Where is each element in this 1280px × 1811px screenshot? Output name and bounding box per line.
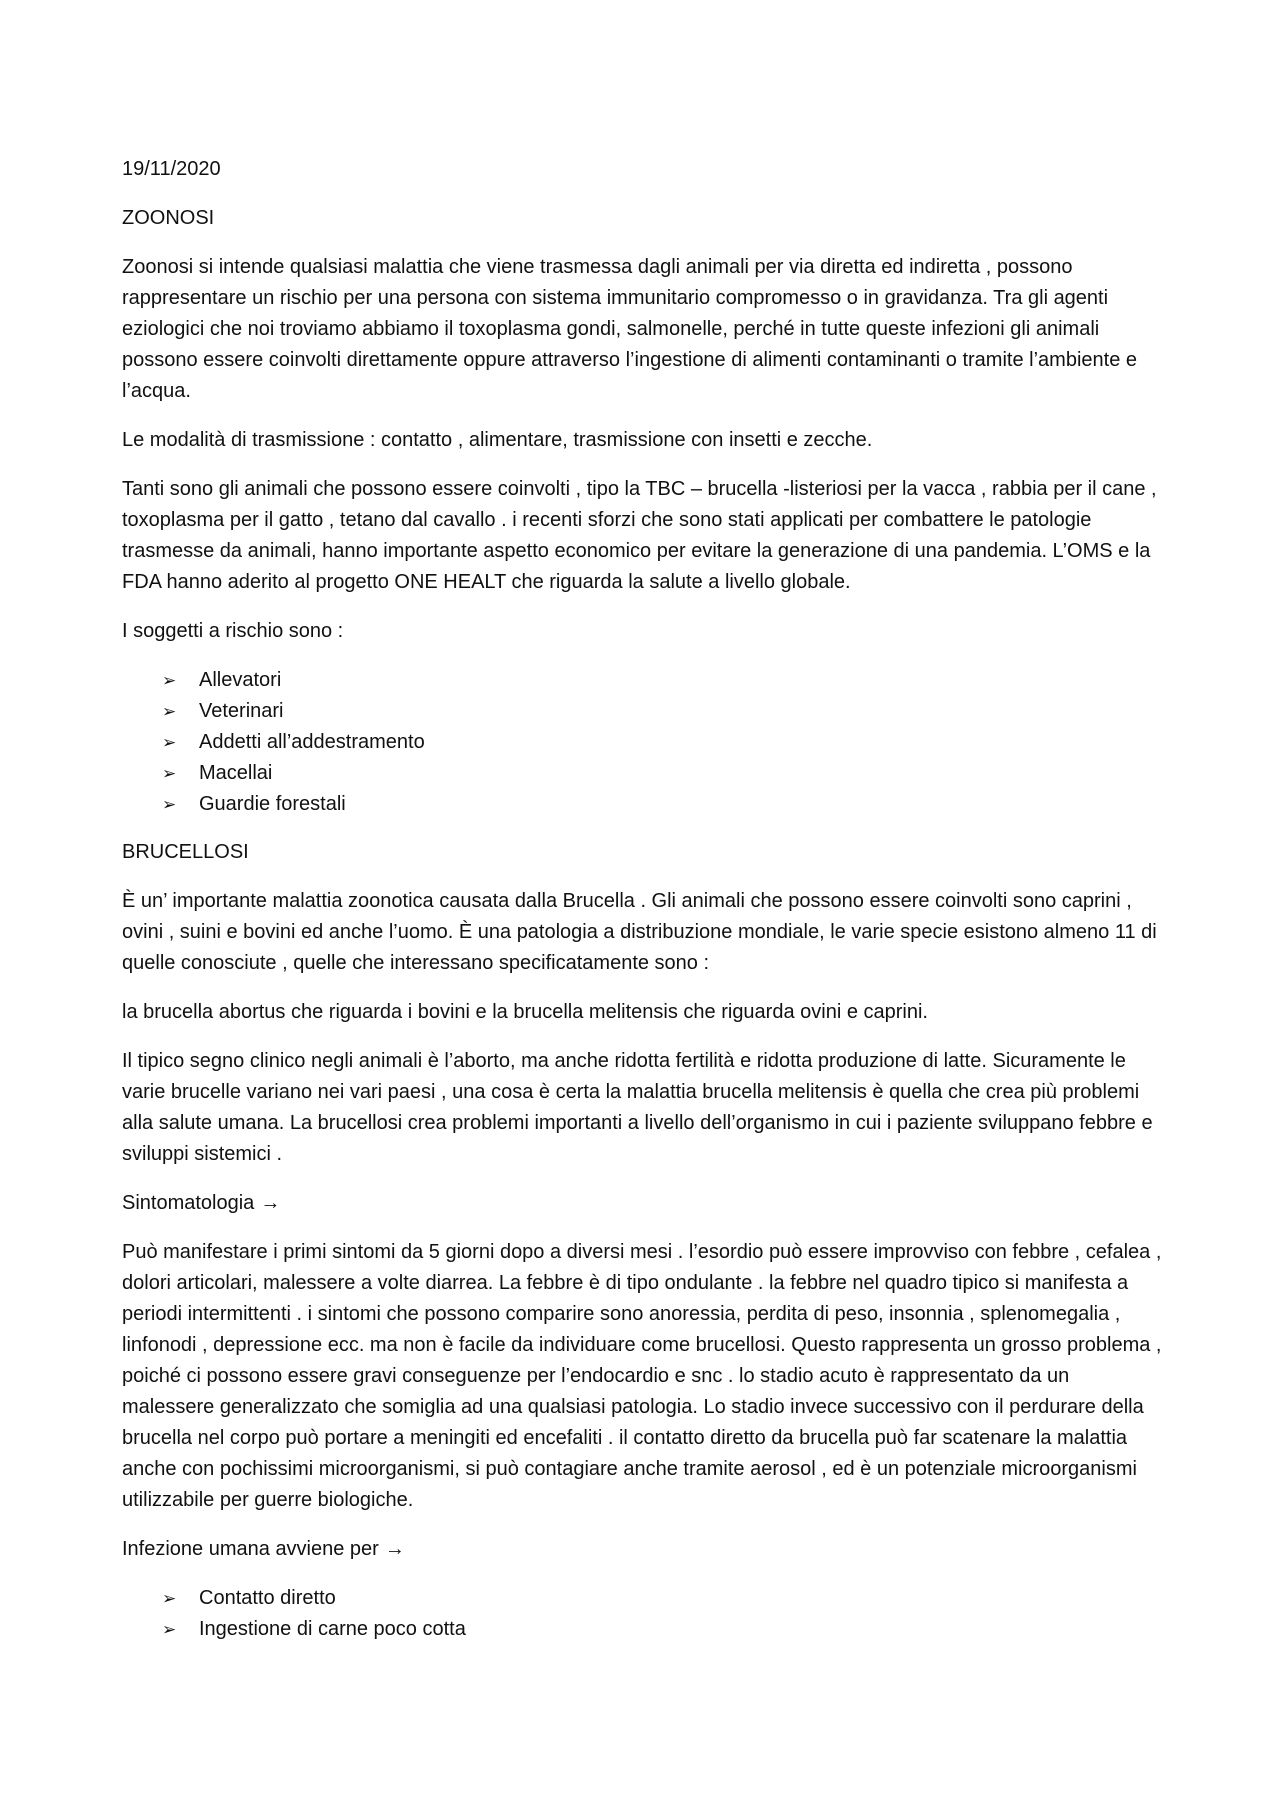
- sintomatologia-label-line: [122, 1188, 1163, 1219]
- arrowhead-bullet-icon: ➢: [162, 671, 177, 690]
- right-arrow-icon: →: [260, 1192, 281, 1214]
- arrowhead-bullet-icon: ➢: [162, 1589, 177, 1608]
- paragraph-risk-intro: I soggetti a rischio sono :: [122, 620, 344, 642]
- heading-brucellosi: BRUCELLOSI: [122, 841, 249, 863]
- paragraph-clinical-signs: Il tipico segno clinico negli animali è l’aborto, ma anche ridotta fertilità e ridotta produzione di latte. Sicuramente le varie brucelle variano nei vari paesi , una cosa è certa la malattia brucella melitensis è quella che crea più problemi alla salute umana. La brucellosi crea problemi importanti a livello dell’organismo in cui i paziente sviluppano febbre e sviluppi sistemici .: [122, 1050, 1153, 1165]
- paragraph-brucella-species: la brucella abortus che riguarda i bovini e la brucella melitensis che riguarda ovini e caprini.: [122, 1001, 928, 1023]
- arrowhead-bullet-icon: ➢: [162, 702, 177, 721]
- list-item: ➢ Allevatori: [162, 665, 1163, 696]
- list-item: ➢ Veterinari: [162, 696, 1163, 727]
- list-item: ➢ Guardie forestali: [162, 789, 1163, 820]
- arrowhead-bullet-icon: ➢: [162, 1620, 177, 1639]
- paragraph-brucellosi-intro: È un’ importante malattia zoonotica causata dalla Brucella . Gli animali che possono essere coinvolti sono caprini , ovini , suini e bovini ed anche l’uomo. È una patologia a distribuzione mondiale, le varie specie esistono almeno 11 di quelle conosciute , quelle che interessano specificatamente sono :: [122, 890, 1157, 974]
- list-item: ➢ Ingestione di carne poco cotta: [162, 1614, 1163, 1645]
- heading-zoonosi: ZOONOSI: [122, 207, 215, 229]
- list-item: ➢ Contatto diretto: [162, 1583, 1163, 1614]
- infection-routes-list: [122, 1583, 1163, 1645]
- paragraph-zoonosi-definition: Zoonosi si intende qualsiasi malattia che viene trasmessa dagli animali per via diretta ed indiretta , possono rappresentare un rischio per una persona con sistema immunitario compromesso o in gravidanza. Tra gli agenti eziologici che noi troviamo abbiamo il toxoplasma gondi, salmonelle, perché in tutte queste infezioni gli animali possono essere coinvolti direttamente oppure attraverso l’ingestione di alimenti contaminanti o tramite l’ambiente e l’acqua.: [122, 256, 1137, 402]
- list-item: ➢ Addetti all’addestramento: [162, 727, 1163, 758]
- infezione-label-line: [122, 1534, 1163, 1565]
- list-item: ➢ Macellai: [162, 758, 1163, 789]
- paragraph-transmission-modes: Le modalità di trasmissione : contatto , alimentare, trasmissione con insetti e zecche.: [122, 429, 873, 451]
- paragraph-sintomatologia: Può manifestare i primi sintomi da 5 giorni dopo a diversi mesi . l’esordio può essere improvviso con febbre , cefalea , dolori articolari, malessere a volte diarrea. La febbre è di tipo ondulante . la febbre nel quadro tipico si manifesta a periodi intermittenti . i sintomi che possono comparire sono anoressia, perdita di peso, insonnia , splenomegalia , linfonodi , depressione ecc. ma non è facile da individuare come brucellosi. Questo rappresenta un grosso problema , poiché ci possono essere gravi conseguenze per l’endocardio e snc . lo stadio acuto è rappresentato da un malessere generalizzato che somiglia ad una qualsiasi patologia. Lo stadio invece successivo con il perdurare della brucella nel corpo può portare a meningiti ed encefaliti . il contatto diretto da brucella può far scatenare la malattia anche con pochissimi microorganismi, si può contagiare anche tramite aerosol , ed è un potenziale microorganismi utilizzabile per guerre biologiche.: [122, 1241, 1162, 1511]
- paragraph-animals-involved: Tanti sono gli animali che possono essere coinvolti , tipo la TBC – brucella -listeriosi per la vacca , rabbia per il cane , toxoplasma per il gatto , tetano dal cavallo . i recenti sforzi che sono stati applicati per combattere le patologie trasmesse da animali, hanno importante aspetto economico per evitare la generazione di una pandemia. L’OMS e la FDA hanno aderito al progetto ONE HEALT che riguarda la salute a livello globale.: [122, 478, 1157, 593]
- arrowhead-bullet-icon: ➢: [162, 795, 177, 814]
- right-arrow-icon: →: [384, 1538, 405, 1560]
- arrowhead-bullet-icon: ➢: [162, 733, 177, 752]
- arrowhead-bullet-icon: ➢: [162, 764, 177, 783]
- risk-subjects-list: [122, 665, 1163, 820]
- infezione-label: Infezione umana avviene per: [122, 1538, 379, 1560]
- sintomatologia-label: Sintomatologia: [122, 1192, 255, 1214]
- document-date: 19/11/2020: [122, 158, 221, 180]
